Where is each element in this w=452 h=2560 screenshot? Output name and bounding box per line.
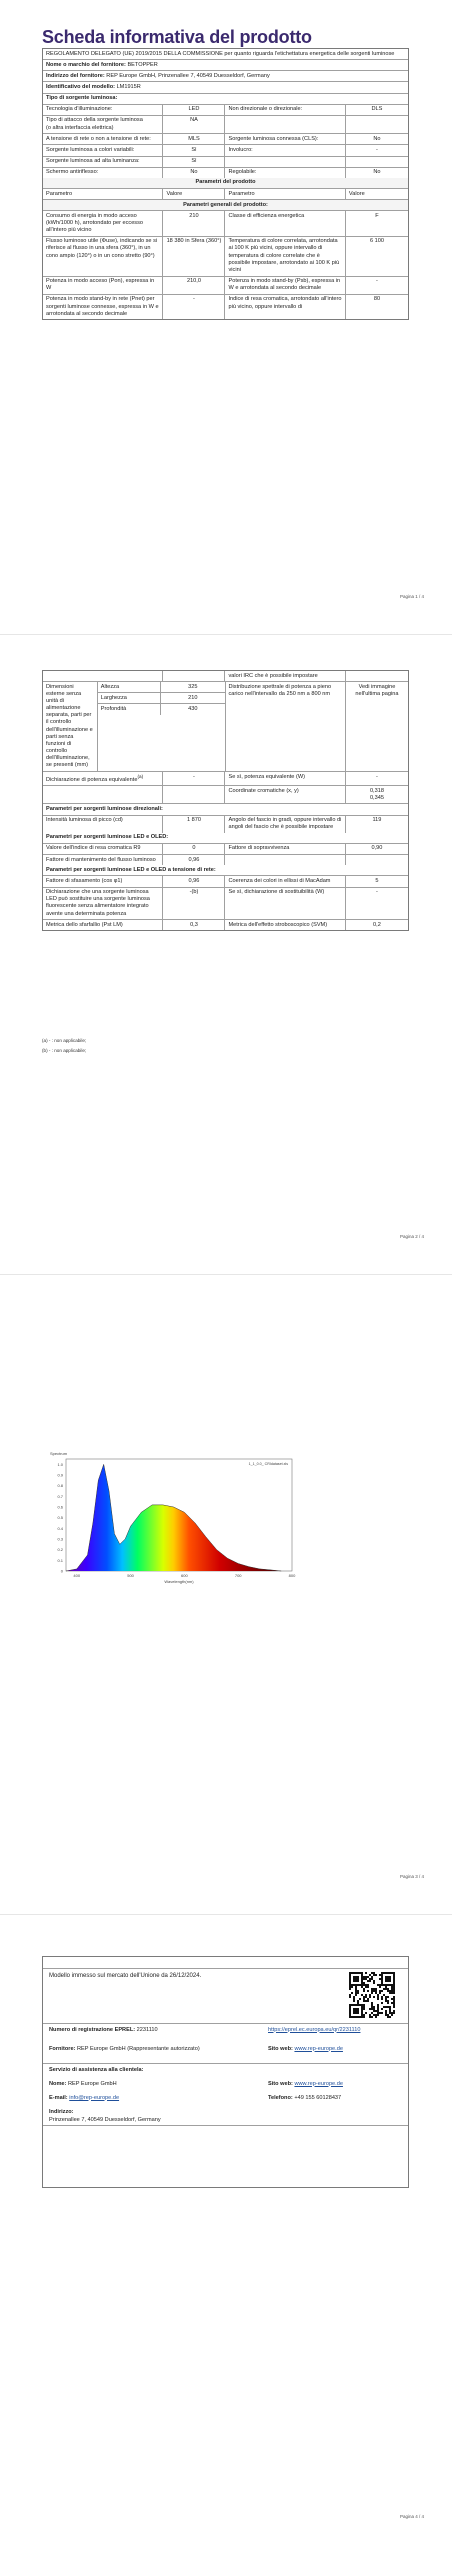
param-label: A tensione di rete o non a tensione di rete: — [43, 134, 163, 144]
phone-value: +49 155 60128437 — [294, 2094, 342, 2101]
general-title: Parametri generali del prodotto: — [183, 201, 268, 208]
type-header: Tipo di sorgente luminosa: — [46, 95, 118, 102]
y-tick-label: 0.9 — [57, 1472, 63, 1478]
chroma-x: 0,318 — [369, 787, 384, 794]
col-value-1: Valore — [163, 189, 225, 199]
chroma-label: Coordinate cromatiche (x, y) — [225, 786, 345, 803]
param-value: DLS — [371, 106, 383, 113]
param-value: - — [376, 278, 378, 285]
equiv-value: - — [163, 772, 225, 785]
page-3 — [0, 1280, 452, 1920]
dimension-value: 430 — [188, 705, 198, 712]
supplier-value: REP Europe GmbH (Rappresentante autorizzato) — [76, 2045, 200, 2052]
regulation-text: REGOLAMENTO DELEGATO (UE) 2019/2015 DELLA COMMISSIONE per quanto riguarda l'etichettatura energetica delle sorgenti luminose — [46, 50, 395, 57]
param-label: Se sì, dichiarazione di sostituibilità (W) — [225, 888, 345, 920]
param-value: 210 — [163, 211, 225, 235]
param-label: Indice di resa cromatica, arrotondato all'intero più vicino, oppure intervallo di — [225, 295, 345, 319]
table-row — [43, 855, 408, 865]
address-value: Prinzenallee 7, 40549 Duesseldorf, Germany — [49, 2116, 161, 2123]
page-2 — [0, 640, 452, 1280]
website-label: Sito web: — [268, 2045, 293, 2052]
market-intro: Modello immesso sul mercato dell'Unione da 26/12/2024. — [49, 1972, 202, 1979]
table-row — [43, 134, 408, 145]
param-label: Coerenza dei colori in ellissi di MacAdam — [225, 876, 345, 886]
param-value: NA — [163, 116, 225, 133]
eprel-label: Numero di registrazione EPREL: — [49, 2026, 136, 2033]
param-value: F — [375, 212, 379, 219]
x-tick-label: 600 — [181, 1573, 188, 1578]
page-title: Scheda informativa del prodotto — [42, 27, 312, 47]
param-value: Sì — [163, 157, 225, 167]
product-sheet-table — [42, 48, 409, 320]
param-label: Flusso luminoso utile (Φuse), indicando se si riferisce al flusso in una sfera (360°), in un cono ampio (120°) o in un cono stretto (90°) — [43, 237, 163, 276]
page-number: Pagina 4 / 4 — [399, 2514, 424, 2520]
param-value: Sì — [163, 145, 225, 155]
dimension-row — [98, 704, 225, 714]
phone-label: Telefono: — [268, 2094, 293, 2101]
name-value: REP Europe GmbH — [67, 2080, 117, 2087]
table-row — [43, 295, 408, 319]
cri-range-text: valori IRC che è possibile impostare — [225, 671, 345, 681]
footnote-a: (a) - : non applicabile; — [42, 1038, 87, 1043]
dimension-value: 210 — [188, 694, 198, 701]
spectral-label: Distribuzione spettrale di potenza a pieno carico nell'intervallo da 250 nm a 800 nm — [226, 682, 346, 771]
dimension-name: Larghezza — [98, 693, 161, 703]
dimension-name: Profondità — [98, 704, 161, 714]
param-label: Angolo del fascio in gradi, oppure intervallo di angoli del fascio che è possibile impostare — [225, 816, 345, 833]
y-tick-label: 1.0 — [57, 1461, 63, 1467]
x-tick-label: 500 — [127, 1573, 134, 1578]
x-tick-label: 800 — [288, 1573, 296, 1578]
param-label: Schermo antiriflesso: — [43, 168, 163, 178]
params-title: Parametri del prodotto — [195, 179, 256, 186]
y-axis-label: Spectrum — [50, 1451, 68, 1456]
email-label: E-mail: — [49, 2094, 68, 2101]
y-tick-label: 0.2 — [57, 1547, 63, 1553]
supplier-name: BETOPPER — [127, 61, 158, 68]
param-value — [346, 855, 408, 865]
param-value: LED — [163, 105, 225, 115]
model-label: Identificativo del modello: — [46, 83, 115, 90]
param-value: No — [373, 169, 381, 176]
param-label: Fattore di sopravvivenza — [225, 844, 345, 854]
supplier-address: REP Europe GmbH, Prinzenallee 7, 40549 Duesseldorf, Germany — [106, 72, 270, 79]
param-value: 0,90 — [371, 845, 383, 852]
param-value: 18 380 in Sfera (360°) — [163, 237, 225, 276]
table-row — [43, 211, 408, 236]
param-label: Valore dell'indice di resa cromatica R9 — [43, 844, 163, 854]
table-row — [43, 168, 408, 178]
dimension-name: Altezza — [98, 682, 161, 692]
y-tick-label: 0.1 — [57, 1557, 63, 1563]
param-label: Sorgente luminosa ad alta luminanza: — [43, 157, 163, 167]
equiv-w-value: - — [376, 773, 378, 780]
equiv-w-label: Se sì, potenza equivalente (W) — [225, 772, 345, 785]
y-tick-label: 0.3 — [57, 1536, 63, 1542]
param-label: Non direzionale o direzionale: — [225, 105, 345, 115]
footnote-b: (b) - : non applicabile; — [42, 1048, 87, 1053]
y-tick-label: 0.7 — [57, 1493, 63, 1499]
dimension-value: 325 — [188, 683, 198, 690]
param-value — [346, 157, 408, 167]
param-value: 1 870 — [163, 816, 225, 833]
x-tick-label: 400 — [73, 1573, 81, 1578]
param-value: 119 — [372, 817, 382, 824]
dir-title: Parametri per sorgenti luminose direzionali: — [46, 805, 163, 812]
equiv-note: (a) — [137, 773, 144, 779]
email-link[interactable]: info@rep-europe.de — [69, 2094, 120, 2101]
website-link[interactable]: www.rep-europe.de — [294, 2045, 343, 2052]
param-value: No — [163, 168, 225, 178]
param-label: Potenza in modo stand-by (Psb), espressa in W e arrotondata al secondo decimale — [225, 277, 345, 294]
param-value: 0,3 — [163, 920, 225, 930]
page-number: Pagina 1 / 4 — [399, 594, 424, 600]
param-value: 6 100 — [369, 238, 384, 245]
param-value: 80 — [373, 296, 381, 303]
param-value: 210,0 — [163, 277, 225, 294]
param-label: Fattore di mantenimento del flusso luminoso — [43, 855, 163, 865]
param-value: No — [373, 135, 381, 142]
table-row — [43, 116, 408, 134]
param-label — [225, 157, 345, 167]
x-tick-label: 700 — [234, 1573, 242, 1578]
qr-code-icon[interactable] — [349, 1972, 395, 2018]
param-label: Metrica dell'effetto stroboscopico (SVM) — [225, 920, 345, 930]
eprel-value: 2231110 — [136, 2026, 158, 2033]
spectrum-svg — [44, 1445, 302, 1595]
page-number: Pagina 3 / 4 — [399, 1874, 424, 1880]
param-label — [225, 855, 345, 865]
col-value-2: Valore — [348, 190, 365, 197]
site2-label: Sito web: — [268, 2080, 293, 2087]
legend-label: 1_1_0.0_ CRIdataset.xls — [248, 1462, 288, 1466]
param-label: Sorgente luminosa connessa (CLS): — [225, 134, 345, 144]
param-value — [346, 116, 408, 133]
param-value: 0 — [163, 844, 225, 854]
param-label: Fattore di sfasamento (cos φ1) — [43, 876, 163, 886]
col-param-2: Parametro — [225, 189, 345, 199]
spectrum-chart — [44, 1445, 302, 1595]
table-row — [43, 145, 408, 156]
y-tick-label: 0.6 — [57, 1504, 63, 1510]
param-label: Potenza in modo acceso (Pon), espressa in W — [43, 277, 163, 294]
param-value: 5 — [375, 877, 379, 884]
dimension-row — [98, 693, 225, 704]
dimension-row — [98, 682, 225, 693]
param-label: Dichiarazione che una sorgente luminosa LED può sostituire una sorgente luminosa fluorescente senza alimentatore integrato avente una determinata potenza — [43, 888, 163, 920]
page-number: Pagina 2 / 4 — [399, 1234, 424, 1240]
param-value: 0,2 — [373, 921, 381, 928]
site2-link[interactable]: www.rep-europe.de — [294, 2080, 343, 2087]
param-label: Metrica dello sfarfallio (Pst LM) — [43, 920, 163, 930]
mains-title: Parametri per sorgenti luminose LED e OLED a tensione di rete: — [46, 866, 216, 873]
page-4 — [0, 1920, 452, 2560]
param-value: -(b) — [163, 888, 225, 920]
param-label: Consumo di energia in modo acceso (kWh/1000 h), arrotondato per eccesso all'intero più vicino — [43, 211, 163, 235]
param-value: MLS — [163, 134, 225, 144]
spectral-value: Vedi immagine nell'ultima pagina — [355, 683, 399, 697]
param-label: Sorgente luminosa a colori variabili: — [43, 145, 163, 155]
product-sheet-table-2 — [42, 670, 409, 931]
param-value: 0,96 — [163, 855, 225, 865]
param-label: Intensità luminosa di picco (cd) — [43, 816, 163, 833]
table-row — [43, 844, 408, 855]
dimensions-label: Dimensioni esterne senza unità di alimentazione separata, parti per il controllo dell'illuminazione e parti senza funzioni di controllo dell'illuminazione, se presenti (mm) — [43, 682, 98, 771]
chroma-y: 0,345 — [369, 794, 384, 801]
table-row — [43, 105, 408, 116]
model-id: LM1915R — [116, 83, 141, 90]
y-tick-label: 0 — [60, 1568, 63, 1574]
address-label: Indirizzo: — [49, 2108, 74, 2115]
param-label: Classe di efficienza energetica — [225, 211, 345, 235]
param-label: Regolabile: — [225, 168, 345, 178]
table-row — [43, 277, 408, 295]
param-label: Temperatura di colore correlata, arrotondata ai 100 K più vicini, oppure intervallo di temperatura di colore correlate che è possibile impostare, arrotondato ai 100 K più vicini — [225, 237, 345, 276]
param-label — [225, 116, 345, 133]
param-label: Involucro: — [225, 145, 345, 155]
param-label: Potenza in modo stand-by in rete (Pnet) per sorgenti luminose connesse, espressa in W e arrotondata al secondo decimale — [43, 295, 163, 319]
param-value: - — [376, 146, 378, 153]
table-row — [43, 237, 408, 277]
table-row — [43, 816, 408, 833]
y-tick-label: 0.5 — [57, 1515, 63, 1521]
param-label: Tecnologia d'illuminazione: — [43, 105, 163, 115]
table-row — [43, 920, 408, 930]
market-sheet — [42, 1956, 409, 2188]
service-title: Servizio di assistenza alla clientela: — [49, 2066, 144, 2073]
supplier-label: Fornitore: — [49, 2045, 76, 2052]
supplier-address-label: Indirizzo del fornitore: — [46, 72, 105, 79]
x-axis-label: Wavelength(nm) — [164, 1579, 194, 1584]
param-value: - — [163, 295, 225, 319]
table-row — [43, 157, 408, 168]
y-tick-label: 0.4 — [57, 1525, 63, 1531]
name-label: Nome: — [49, 2080, 67, 2087]
table-row — [43, 876, 408, 887]
page-1 — [0, 0, 452, 640]
eprel-link[interactable]: https://eprel.ec.europa.eu/qr/2231110 — [268, 2026, 361, 2033]
param-value: - — [376, 889, 378, 896]
y-tick-label: 0.8 — [57, 1483, 63, 1489]
param-value: 0,96 — [163, 876, 225, 886]
equiv-label: Dichiarazione di potenza equivalente — [46, 776, 138, 783]
col-param-1: Parametro — [43, 189, 163, 199]
param-label: Tipo di attacco della sorgente luminosa (o altra interfaccia elettrica) — [43, 116, 163, 133]
oled-title: Parametri per sorgenti luminose LED e OLED: — [46, 834, 169, 841]
supplier-name-label: Nome o marchio del fornitore: — [46, 61, 126, 68]
table-row — [43, 888, 408, 921]
